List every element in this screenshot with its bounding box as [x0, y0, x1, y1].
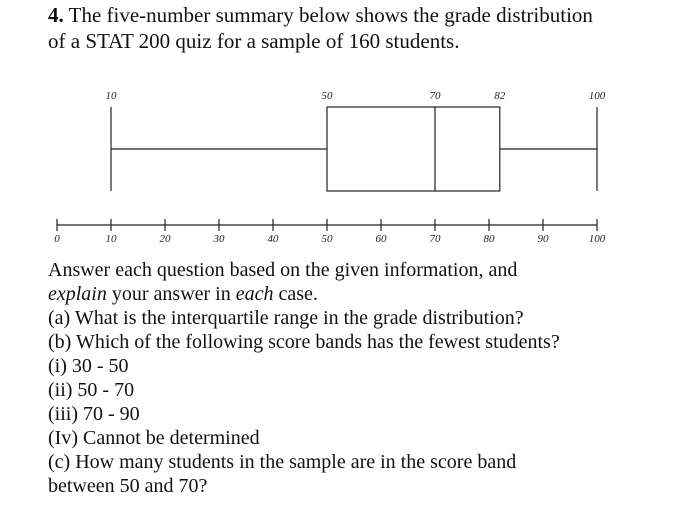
boxplot-chart: [0, 80, 700, 250]
instructions-each: each: [235, 283, 274, 305]
question-heading: [48, 2, 688, 54]
axis-tick-label-10: 10: [105, 233, 117, 245]
option-i: (i) 30 - 50: [48, 355, 129, 377]
axis-tick-label-30: 30: [213, 233, 225, 245]
intro-text-1: The five-number summary below shows the grade distribution: [68, 3, 593, 27]
heading-line-1: [48, 2, 688, 28]
axis-tick-label-70: 70: [429, 233, 441, 245]
axis-tick-label-0: 0: [54, 233, 60, 245]
question-c-line-2: between 50 and 70?: [48, 475, 208, 497]
question-number: 4.: [48, 3, 64, 27]
instructions-line-1: Answer each question based on the given information, and: [48, 259, 518, 281]
axis-tick-label-40: 40: [267, 233, 279, 245]
question-a: (a) What is the interquartile range in the grade distribution?: [48, 307, 524, 329]
intro-text-2: of a STAT 200 quiz for a sample of 160 students.: [48, 29, 460, 53]
iqr-box: [327, 107, 500, 191]
summary-label-q3: 82: [494, 90, 506, 102]
instructions-explain: explain: [48, 283, 107, 305]
axis-tick-label-90: 90: [537, 233, 549, 245]
option-iii: (iii) 70 - 90: [48, 403, 140, 425]
summary-label-median: 70: [429, 90, 441, 102]
axis-tick-label-80: 80: [483, 233, 495, 245]
instructions-mid: your answer in: [106, 283, 236, 305]
axis-tick-label-50: 50: [321, 233, 333, 245]
axis-tick-label-100: 100: [588, 233, 606, 245]
axis-tick-label-20: 20: [159, 233, 171, 245]
option-ii: (ii) 50 - 70: [48, 379, 135, 401]
question-c-line-1: (c) How many students in the sample are in the score band: [48, 451, 517, 473]
summary-label-max: 100: [588, 90, 606, 102]
instructions-end: case.: [273, 283, 318, 305]
axis-tick-label-60: 60: [375, 233, 387, 245]
instructions-line-2: [48, 282, 688, 306]
question-b: (b) Which of the following score bands has the fewest students?: [48, 331, 560, 353]
questions-block: [48, 258, 688, 498]
option-iv: (Iv) Cannot be determined: [48, 427, 260, 449]
summary-label-q1: 50: [321, 90, 333, 102]
summary-label-min: 10: [105, 90, 117, 102]
